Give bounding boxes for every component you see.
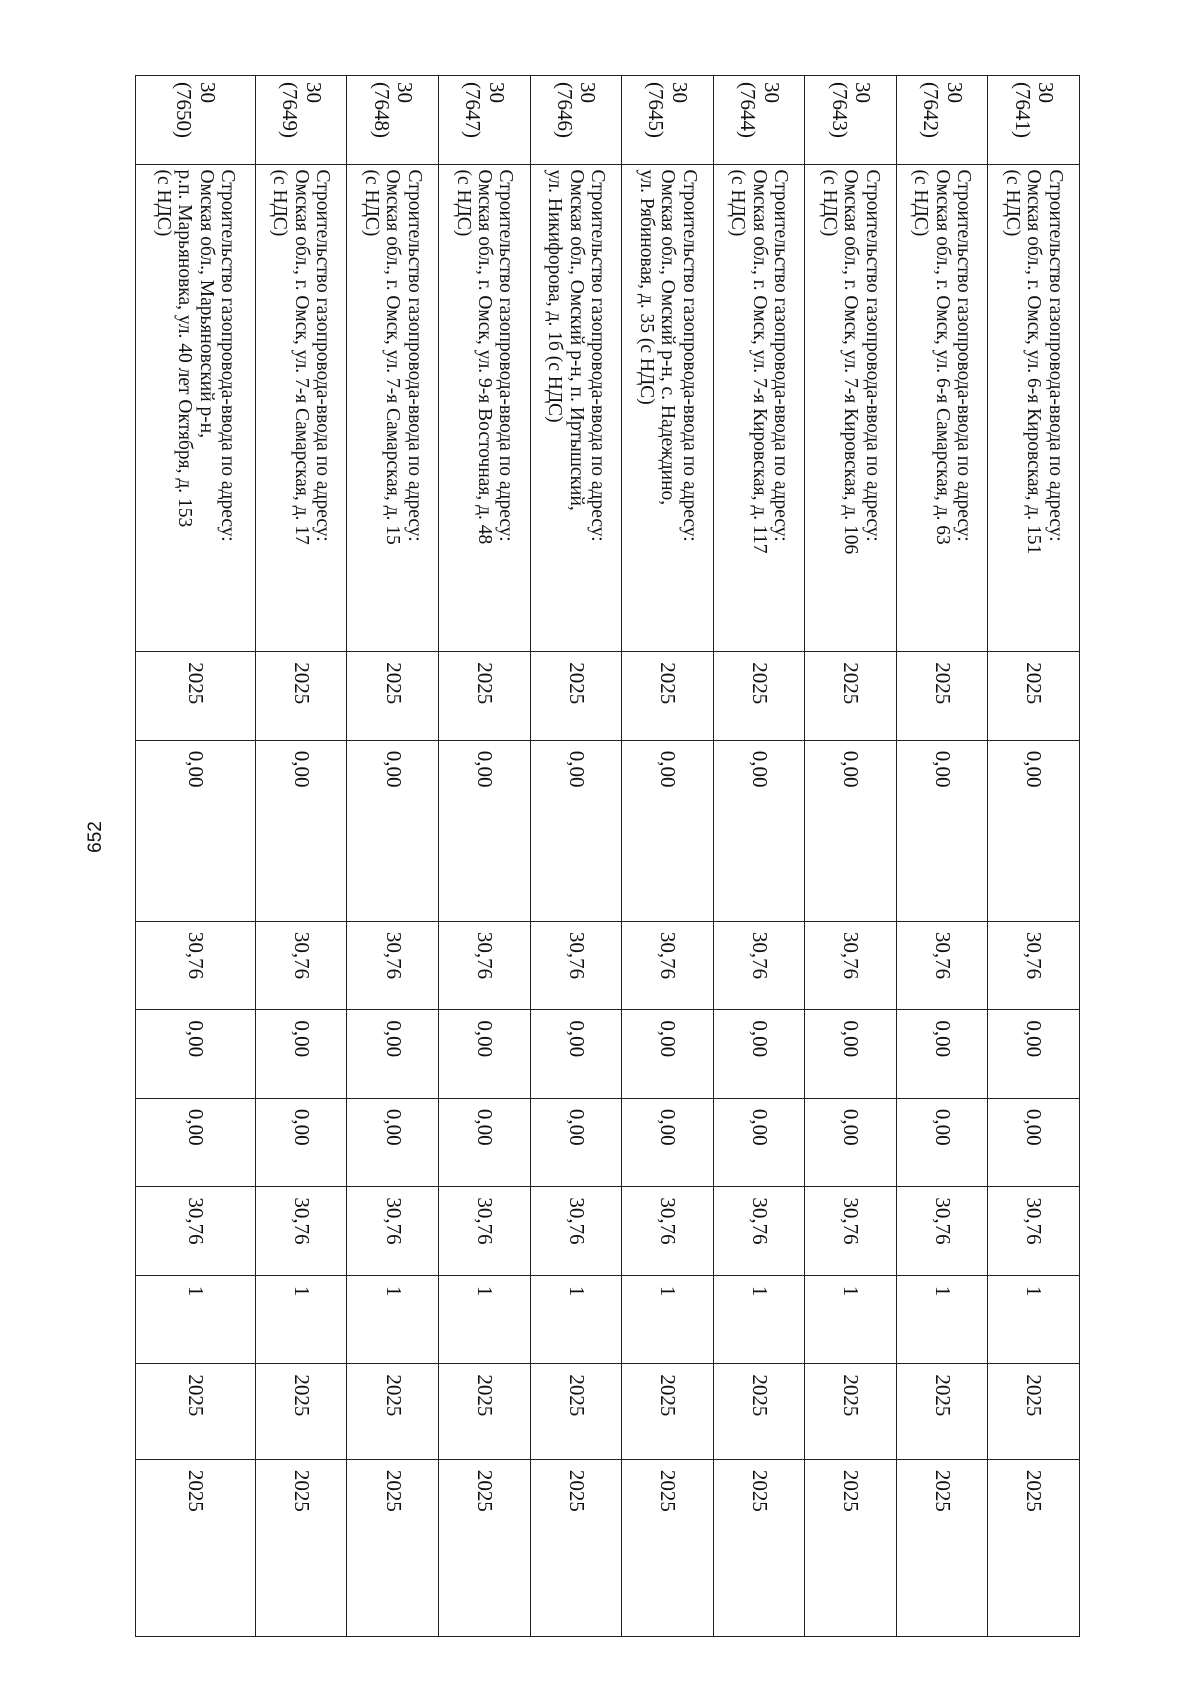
description-cell (713, 164, 805, 652)
count-cell: 1 (136, 1275, 256, 1364)
value-cell-4: 0,00 (713, 1098, 805, 1187)
start-year-cell: 2025 (530, 652, 622, 741)
count-cell: 1 (439, 1275, 531, 1364)
item-number: 30 (393, 82, 418, 103)
description-line: Омская обл., г. Омск, ул. 7-я Кировская, д. 106 (840, 169, 862, 555)
value-cell-4: 0,00 (347, 1098, 439, 1187)
value-cell-3: 0,00 (255, 1010, 347, 1099)
value-cell-3: 0,00 (439, 1010, 531, 1099)
item-id-cell (136, 76, 256, 165)
description-line: Омская обл., Марьяновский р-н, (195, 169, 217, 439)
description-line: Строительство газопровода-ввода по адресу: (587, 169, 609, 542)
description-line: (с НДС) (361, 169, 383, 237)
description-line: Строительство газопровода-ввода по адресу: (861, 169, 883, 542)
item-id-cell (805, 76, 897, 165)
table-row (988, 76, 1080, 1637)
item-id-cell (439, 76, 531, 165)
item-code: (7644) (736, 82, 761, 138)
item-id-cell (713, 76, 805, 165)
item-id-cell (622, 76, 714, 165)
year-cell-3: 2025 (136, 1459, 256, 1636)
value-cell-5: 30,76 (439, 1187, 531, 1276)
value-cell-4: 0,00 (439, 1098, 531, 1187)
description-line: Строительство газопровода-ввода по адресу: (678, 169, 700, 542)
value-cell-4: 0,00 (805, 1098, 897, 1187)
value-cell-1: 0,00 (805, 740, 897, 921)
year-cell-2: 2025 (988, 1364, 1080, 1460)
count-cell: 1 (896, 1275, 988, 1364)
value-cell-1: 0,00 (439, 740, 531, 921)
item-code: (7648) (369, 82, 394, 138)
start-year-cell: 2025 (255, 652, 347, 741)
value-cell-5: 30,76 (896, 1187, 988, 1276)
item-id-cell (255, 76, 347, 165)
item-code: (7650) (172, 82, 197, 138)
value-cell-1: 0,00 (622, 740, 714, 921)
value-cell-5: 30,76 (136, 1187, 256, 1276)
count-cell: 1 (988, 1275, 1080, 1364)
value-cell-2: 30,76 (530, 921, 622, 1010)
year-cell-2: 2025 (136, 1364, 256, 1460)
value-cell-1: 0,00 (713, 740, 805, 921)
table-row (136, 76, 256, 1637)
start-year-cell: 2025 (622, 652, 714, 741)
item-code: (7642) (919, 82, 944, 138)
value-cell-3: 0,00 (347, 1010, 439, 1099)
table-row (530, 76, 622, 1637)
value-cell-4: 0,00 (530, 1098, 622, 1187)
description-line: (с НДС) (153, 169, 175, 237)
description-cell (347, 164, 439, 652)
description-line: Омская обл., г. Омск, ул. 6-я Кировская, д. 151 (1023, 169, 1045, 555)
value-cell-4: 0,00 (622, 1098, 714, 1187)
table-row (805, 76, 897, 1637)
value-cell-5: 30,76 (255, 1187, 347, 1276)
table-row (439, 76, 531, 1637)
description-line: Строительство газопровода-ввода по адресу: (770, 169, 792, 542)
value-cell-5: 30,76 (988, 1187, 1080, 1276)
start-year-cell: 2025 (805, 652, 897, 741)
item-number: 30 (195, 82, 220, 103)
year-cell-3: 2025 (713, 1459, 805, 1636)
item-code: (7643) (827, 82, 852, 138)
description-cell (255, 164, 347, 652)
value-cell-5: 30,76 (530, 1187, 622, 1276)
year-cell-2: 2025 (255, 1364, 347, 1460)
count-cell: 1 (255, 1275, 347, 1364)
year-cell-3: 2025 (530, 1459, 622, 1636)
description-cell (622, 164, 714, 652)
value-cell-2: 30,76 (622, 921, 714, 1010)
value-cell-2: 30,76 (805, 921, 897, 1010)
value-cell-5: 30,76 (347, 1187, 439, 1276)
year-cell-2: 2025 (347, 1364, 439, 1460)
value-cell-2: 30,76 (255, 921, 347, 1010)
description-line: Строительство газопровода-ввода по адресу: (1044, 169, 1066, 542)
year-cell-3: 2025 (988, 1459, 1080, 1636)
description-cell (439, 164, 531, 652)
year-cell-3: 2025 (896, 1459, 988, 1636)
item-number: 30 (484, 82, 509, 103)
item-code: (7645) (644, 82, 669, 138)
count-cell: 1 (805, 1275, 897, 1364)
value-cell-2: 30,76 (896, 921, 988, 1010)
description-line: Омская обл., г. Омск, ул. 9-я Восточная, д. 48 (474, 169, 496, 545)
description-line: Омская обл., г. Омск, ул. 7-я Кировская, д. 117 (748, 169, 770, 554)
value-cell-3: 0,00 (896, 1010, 988, 1099)
description-cell (136, 164, 256, 652)
value-cell-1: 0,00 (988, 740, 1080, 921)
item-id-cell (347, 76, 439, 165)
value-cell-4: 0,00 (136, 1098, 256, 1187)
count-cell: 1 (622, 1275, 714, 1364)
value-cell-4: 0,00 (988, 1098, 1080, 1187)
description-line: ул. Никифорова, д. 1б (с НДС) (544, 169, 566, 423)
value-cell-5: 30,76 (622, 1187, 714, 1276)
year-cell-2: 2025 (896, 1364, 988, 1460)
value-cell-2: 30,76 (713, 921, 805, 1010)
year-cell-2: 2025 (622, 1364, 714, 1460)
investment-table (135, 75, 1080, 1637)
value-cell-4: 0,00 (255, 1098, 347, 1187)
page-number: 652 (85, 821, 106, 853)
value-cell-1: 0,00 (896, 740, 988, 921)
description-line: Строительство газопровода-ввода по адресу: (217, 169, 239, 542)
year-cell-3: 2025 (439, 1459, 531, 1636)
year-cell-3: 2025 (347, 1459, 439, 1636)
value-cell-5: 30,76 (713, 1187, 805, 1276)
item-number: 30 (1034, 82, 1059, 103)
year-cell-2: 2025 (530, 1364, 622, 1460)
start-year-cell: 2025 (713, 652, 805, 741)
year-cell-3: 2025 (255, 1459, 347, 1636)
description-line: Омская обл., г. Омск, ул. 7-я Самарская, д. 15 (382, 169, 404, 545)
description-cell (896, 164, 988, 652)
description-line: Омская обл., Омский р-н, п. Иртышский, (565, 169, 587, 511)
item-code: (7641) (1010, 82, 1035, 138)
item-id-cell (988, 76, 1080, 165)
description-cell (988, 164, 1080, 652)
table-row (622, 76, 714, 1637)
value-cell-2: 30,76 (347, 921, 439, 1010)
description-cell (805, 164, 897, 652)
value-cell-2: 30,76 (439, 921, 531, 1010)
item-code: (7647) (461, 82, 486, 138)
table-row (347, 76, 439, 1637)
year-cell-3: 2025 (805, 1459, 897, 1636)
description-line: Омская обл., г. Омск, ул. 6-я Самарская, д. 63 (931, 169, 953, 545)
description-line: Омская обл., г. Омск, ул. 7-я Самарская, д. 17 (290, 169, 312, 545)
start-year-cell: 2025 (439, 652, 531, 741)
start-year-cell: 2025 (347, 652, 439, 741)
item-code: (7649) (278, 82, 303, 138)
value-cell-4: 0,00 (896, 1098, 988, 1187)
description-line: Омская обл., Омский р-н, с. Надеждино, (657, 169, 679, 506)
description-cell (530, 164, 622, 652)
description-line: (с НДС) (727, 169, 749, 237)
start-year-cell: 2025 (136, 652, 256, 741)
item-number: 30 (576, 82, 601, 103)
year-cell-2: 2025 (805, 1364, 897, 1460)
value-cell-2: 30,76 (136, 921, 256, 1010)
start-year-cell: 2025 (896, 652, 988, 741)
item-number: 30 (851, 82, 876, 103)
table-row (713, 76, 805, 1637)
description-line: ул. Рябиновая, д. 35 (с НДС) (635, 169, 657, 405)
value-cell-3: 0,00 (713, 1010, 805, 1099)
description-line: Строительство газопровода-ввода по адресу: (403, 169, 425, 542)
table-body (136, 76, 1080, 1637)
value-cell-1: 0,00 (255, 740, 347, 921)
description-line: (с НДС) (910, 169, 932, 237)
value-cell-3: 0,00 (136, 1010, 256, 1099)
item-number: 30 (667, 82, 692, 103)
year-cell-3: 2025 (622, 1459, 714, 1636)
description-line: Строительство газопровода-ввода по адресу: (495, 169, 517, 542)
item-number: 30 (942, 82, 967, 103)
description-line: (с НДС) (818, 169, 840, 237)
table-row (255, 76, 347, 1637)
value-cell-1: 0,00 (530, 740, 622, 921)
count-cell: 1 (713, 1275, 805, 1364)
rotated-table-container (135, 75, 1080, 1637)
year-cell-2: 2025 (439, 1364, 531, 1460)
item-number: 30 (759, 82, 784, 103)
value-cell-1: 0,00 (136, 740, 256, 921)
description-line: р.п. Марьяновка, ул. 40 лет Октября, д. 153 (174, 169, 196, 528)
description-line: (с НДС) (269, 169, 291, 237)
value-cell-1: 0,00 (347, 740, 439, 921)
start-year-cell: 2025 (988, 652, 1080, 741)
table-row (896, 76, 988, 1637)
value-cell-3: 0,00 (622, 1010, 714, 1099)
value-cell-5: 30,76 (805, 1187, 897, 1276)
value-cell-3: 0,00 (805, 1010, 897, 1099)
value-cell-3: 0,00 (988, 1010, 1080, 1099)
description-line: (с НДС) (1002, 169, 1023, 237)
count-cell: 1 (347, 1275, 439, 1364)
value-cell-2: 30,76 (988, 921, 1080, 1010)
description-line: Строительство газопровода-ввода по адресу: (312, 169, 334, 542)
item-id-cell (896, 76, 988, 165)
count-cell: 1 (530, 1275, 622, 1364)
item-number: 30 (301, 82, 326, 103)
item-code: (7646) (552, 82, 577, 138)
year-cell-2: 2025 (713, 1364, 805, 1460)
description-line: (с НДС) (452, 169, 474, 237)
description-line: Строительство газопровода-ввода по адресу: (953, 169, 975, 542)
item-id-cell (530, 76, 622, 165)
value-cell-3: 0,00 (530, 1010, 622, 1099)
